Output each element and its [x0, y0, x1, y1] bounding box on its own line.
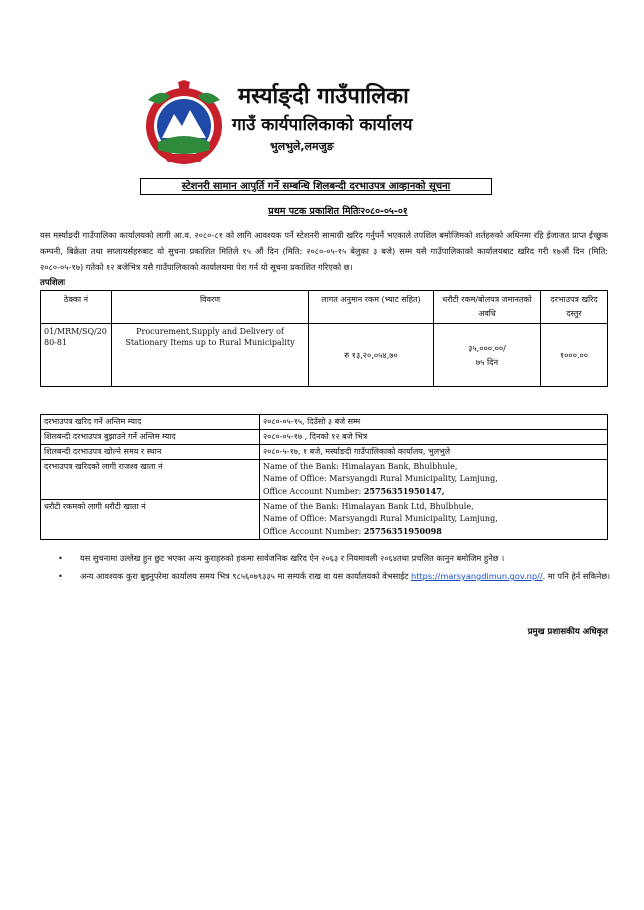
list-item	[58, 550, 644, 566]
purchase-deadline-value: २०८०-०५-१५, दिउँसो ३ बजे सम्म	[260, 415, 608, 430]
header-fee: दरभाउपत्र खरिद दस्तुर	[541, 291, 608, 324]
deposit-office-name: Name of Office: Marsyangdi Rural Municipality, Lamjung,	[263, 514, 498, 523]
publication-date: प्रथम पटक प्रकाशित मितिः२०८०-०५-०१	[268, 206, 408, 217]
deposit-account-line	[263, 525, 604, 538]
bullet-icon: •	[58, 553, 63, 563]
notice-body: यस मर्स्याङदी गाउँपालिका कार्यालयको लागी आ.व. २०८०-८१ को लागि आवश्यक पर्ने स्टेशनरी सामाग्री खरिद गर्नुपर्ने भएकाले तपशिल बमोजिमको शर्तहरुको अधिनमा रहि ईजाजत प्राप्त ईच्छुक कम्पनी, बिक्रेता तथा सप्लायर्सहरुबाट यो सुचना प्रकाशित मितिले १५ औं दिन (मिति: २०८०-०५-१५ बेलुका ३ बजे) सम्म यसै गाउँपालिकाको कार्यालयबाट खरिद गरी १७औं दिन (मिति: २०८०-०५-१७) गतेको १२ बजेभित्र यसै गाउँपालिकाको कार्यालयमा पेश गर्न यो सूचना प्रकाशित गरिएको छ।	[40, 230, 608, 272]
header-description: विवरण	[112, 291, 309, 324]
fee-cell: १०००.००	[541, 324, 608, 387]
revenue-account-label-text: Office Account Number:	[263, 487, 364, 496]
notes-list	[40, 550, 644, 586]
contract-no-cell: 01/MRM/SQ/2080-81	[41, 324, 112, 387]
deposit-account-value	[260, 500, 608, 540]
deposit-amount: ३५,०००.००/	[468, 343, 506, 353]
note-2-suffix: . मा पनि हेर्न सकिनेछ।	[542, 571, 611, 581]
office-location: भुलभुले,लमजुङ	[270, 140, 334, 153]
table-row	[41, 430, 608, 445]
deposit-validity: ७५ दिन	[475, 357, 499, 367]
note-2-text: अन्य आवश्यक कुरा बुझ्नुपरेमा कार्यालय समय भित्र ९८५६०७९३३५ मा सम्पर्क राख वा यस कार्यालयको वेभसाईट	[80, 571, 409, 581]
municipality-name: मर्स्याङ्दी गाउँपालिका	[238, 84, 409, 109]
revenue-account-label: दरभाउपत्र खरिदको लागी राजश्व खाता नं	[41, 460, 260, 500]
deposit-bank-name: Name of the Bank: Himalayan Bank Ltd, Bhulbhule,	[263, 502, 474, 511]
description-cell: Procurement,Supply and Delivery of Stationary Items up to Rural Municipality	[112, 324, 309, 387]
estimate-cell: रु १३,२०,०५४,७०	[309, 324, 434, 387]
details-label: तपशिलः	[40, 278, 66, 288]
revenue-bank-name: Name of the Bank: Himalayan Bank, Bhulbhule,	[263, 462, 458, 471]
table-row	[41, 415, 608, 430]
revenue-account-line	[263, 485, 604, 498]
purchase-deadline-label: दरभाउपत्र खरिद गर्ने अन्तिम म्याद	[41, 415, 260, 430]
deposit-account-label: धरौटी रकमको लागी धरौटी खाता नं	[41, 500, 260, 540]
office-name: गाउँ कार्यपालिकाको कार्यालय	[232, 115, 413, 135]
municipality-emblem-logo	[140, 80, 228, 166]
schedule-table	[40, 414, 608, 540]
list-item	[58, 568, 644, 584]
signature-title: प्रमुख प्रशासकीय अधिकृत	[527, 627, 608, 637]
table-row	[41, 445, 608, 460]
tender-table	[40, 290, 608, 387]
revenue-account-number: 25756351950147,	[363, 486, 445, 496]
opening-time-label: शिलबन्दी दरभाउपत्र खोल्ने समय र स्थान	[41, 445, 260, 460]
opening-time-value: २०८०-५-१७, १ बजे, मर्स्याङदी गाउँपालिकाको कार्यालय, भुलभुले	[260, 445, 608, 460]
revenue-office-name: Name of Office: Marsyangdi Rural Municipality, Lamjung,	[263, 474, 498, 483]
submission-deadline-label: शिलबन्दी दरभाउपत्र बुझाउने गर्ने अन्तिम म्याद	[41, 430, 260, 445]
header-contract-no: ठेक्का नं	[41, 291, 112, 324]
notice-title: स्टेशनरी सामान आपुर्ति गर्ने सम्बन्धि शिलबन्दी दरभाउपत्र आव्हानको सूचना	[140, 178, 492, 195]
table-row	[41, 500, 608, 540]
revenue-account-value	[260, 460, 608, 500]
header-estimate: लागत अनुमान रकम (भ्याट सहित)	[309, 291, 434, 324]
table-row	[41, 460, 608, 500]
deposit-account-number: 25756351950098	[363, 526, 442, 536]
bullet-icon: •	[58, 571, 63, 581]
header-deposit: धरौटी रकम/बोलपत्र जमानतको अवधि	[434, 291, 541, 324]
note-1-text: यस सुचनामा उल्लेख हुन छुट भएका अन्य कुराहरुको हकमा सार्वजनिक खरिद ऐन २०६३ र नियमावली २०६४तथा प्रचलित कानुन बमोजिम हुनेछ ।	[80, 553, 505, 563]
website-link[interactable]: https://marsyangdimun.gov.np//	[411, 571, 543, 581]
tender-table-header	[41, 291, 608, 324]
deposit-account-label-text: Office Account Number:	[263, 527, 364, 536]
deposit-cell	[434, 324, 541, 387]
submission-deadline-value: २०८०-०५-१७ , दिनको १२ बजे भित्र	[260, 430, 608, 445]
table-row	[41, 324, 608, 387]
